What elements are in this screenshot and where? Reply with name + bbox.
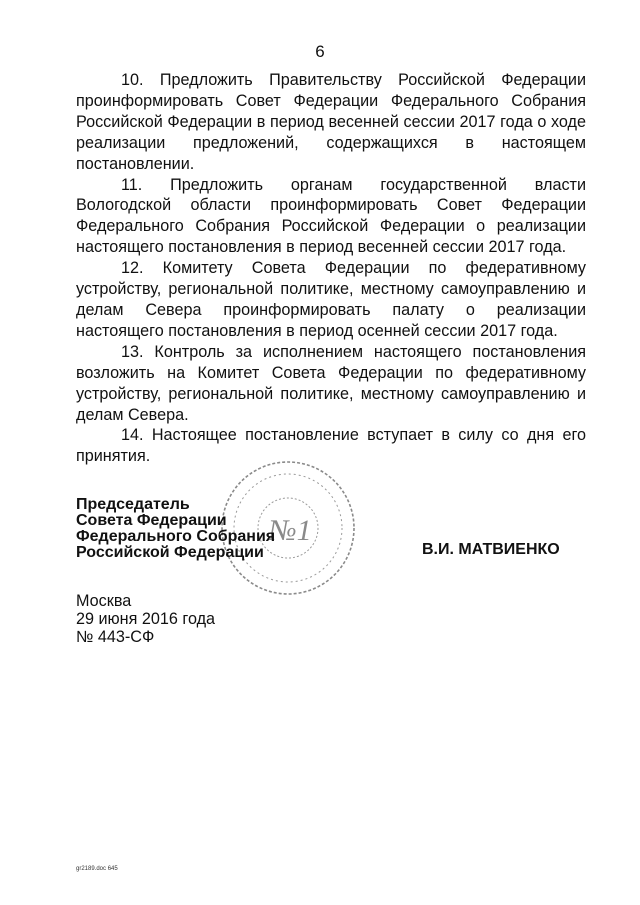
issue-place: Москва xyxy=(76,592,132,610)
paragraph-12: 12. Комитету Совета Федерации по федеративному устройству, региональной политике, местному самоуправлению и делам Севера проинформировать палату о реализации настоящего постановления в период осенней сессии 2017 года. xyxy=(76,259,586,340)
stamp-number: №1 xyxy=(268,514,312,547)
signatory-title-line: Российской Федерации xyxy=(76,544,264,561)
signatory-title-line: Федерального Собрания xyxy=(76,528,276,545)
paragraph-13: 13. Контроль за исполнением настоящего постановления возложить на Комитет Совета Федерации по федеративному устройству, региональной политике, местному самоуправлению и делам Севера. xyxy=(76,342,586,424)
signatory-title-line: Совета Федерации xyxy=(76,512,227,529)
signatory-title xyxy=(76,497,275,561)
issue-details xyxy=(76,592,215,646)
paragraph-10: 10. Предложить Правительству Российской Федерации проинформировать Совет Федерации Федерального Собрания Российской Федерации в период весенней сессии 2017 года о ходе реализации предложений, содержащихся в настоящем постановлении. xyxy=(76,71,586,173)
issue-date: 29 июня 2016 года xyxy=(76,610,216,628)
signatory-title-line: Председатель xyxy=(76,496,190,513)
paragraph-14: 14. Настоящее постановление вступает в силу со дня его принятия. xyxy=(76,426,586,466)
signatory-name: В.И. МАТВИЕНКО xyxy=(422,541,560,558)
page-number: 6 xyxy=(315,42,325,61)
document-number: № 443-СФ xyxy=(76,628,155,646)
paragraph-11: 11. Предложить органам государственной власти Вологодской области проинформировать Совет Федерации Федерального Собрания Российской Федерации о реализации настоящего постановления в период весенней сессии 2017 года. xyxy=(76,175,586,257)
resolution-body xyxy=(76,70,586,467)
footer-file-code: gr2189.doc 645 xyxy=(76,866,118,872)
